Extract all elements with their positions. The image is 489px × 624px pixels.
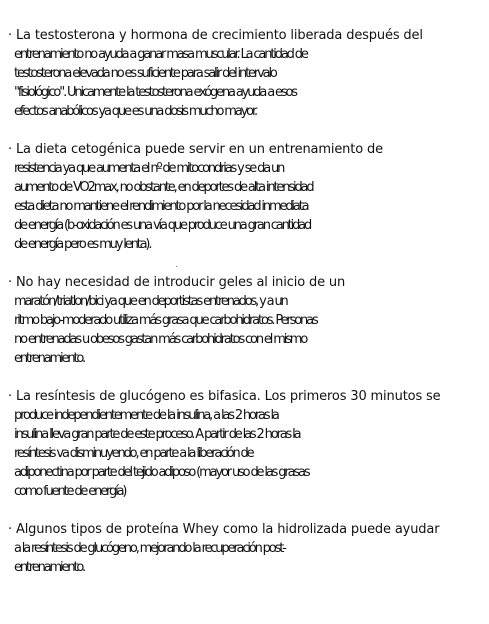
- text-line: aumento de VO2max, no obstante, en deportes de alta intensidad: [14, 180, 313, 195]
- text-line: a la resíntesis de glucógeno, mejorando la recuperación post-: [14, 541, 285, 556]
- text-line: · La testosterona y hormona de crecimiento liberada después del: [8, 28, 423, 43]
- paragraph-energy-gels: [8, 273, 484, 368]
- paragraph-testosterone: [8, 26, 484, 121]
- text-line: · No hay necesidad de introducir geles al inicio de un: [8, 275, 346, 290]
- paragraph-whey-protein: [8, 520, 484, 577]
- text-line: · La dieta cetogénica puede servir en un entrenamiento de: [8, 142, 383, 157]
- text-line: como fuente de energía): [14, 484, 126, 499]
- document-body: [8, 26, 484, 596]
- text-line: adiponectina por parte del tejido adiposo (mayor uso de las grasas: [14, 465, 309, 480]
- text-line: entrenamiento.: [14, 351, 84, 366]
- text-line: entrenamiento.: [14, 560, 84, 575]
- text-line: maratón/triatlon/bici ya que en deportistas entrenados, y a un: [14, 294, 287, 309]
- text-line: produce independientemente de la insulina, a las 2 horas la: [14, 408, 278, 423]
- text-line: · Algunos tipos de proteína Whey como la hidrolizada puede ayudar: [8, 522, 440, 537]
- text-line: no entrenadas u obesos gastan más carbohidratos con el mismo: [14, 332, 307, 347]
- text-line: testosterona elevada no es suficiente para salir del intervalo: [14, 66, 276, 81]
- text-line: · La resíntesis de glucógeno es bifasica. Los primeros 30 minutos se: [8, 389, 441, 404]
- text-line: "fisiológico". Unicamente la testosterona exógena ayuda a esos: [14, 85, 296, 100]
- text-line: de energía (b-oxidación es una vía que produce una gran cantidad: [14, 218, 311, 233]
- text-line: esta dieta no mantiene el rendimiento por la necesidad inmediata: [14, 199, 308, 214]
- text-line: ritmo bajo-moderado utiliza más grasa que carbohidratos. Personas: [14, 313, 317, 328]
- text-line: de energía pero es muy lenta).: [14, 237, 151, 252]
- paragraph-ketogenic-diet: [8, 140, 484, 254]
- paragraph-glycogen-resynthesis: [8, 387, 484, 501]
- text-line: resíntesis va disminuyendo, en parte a la liberación de: [14, 446, 253, 461]
- text-line: efectos anabólicos ya que es una dosis mucho mayor.: [14, 104, 256, 119]
- text-line: insulina lleva gran parte de este proceso. A partir de las 2 horas la: [14, 427, 300, 442]
- stray-dot-mark: [176, 266, 177, 267]
- text-line: entrenamiento no ayuda a ganar masa muscular. La cantidad de: [14, 47, 307, 62]
- text-line: resistencia ya que aumenta el nº de mitocondrias y se da un: [14, 161, 284, 176]
